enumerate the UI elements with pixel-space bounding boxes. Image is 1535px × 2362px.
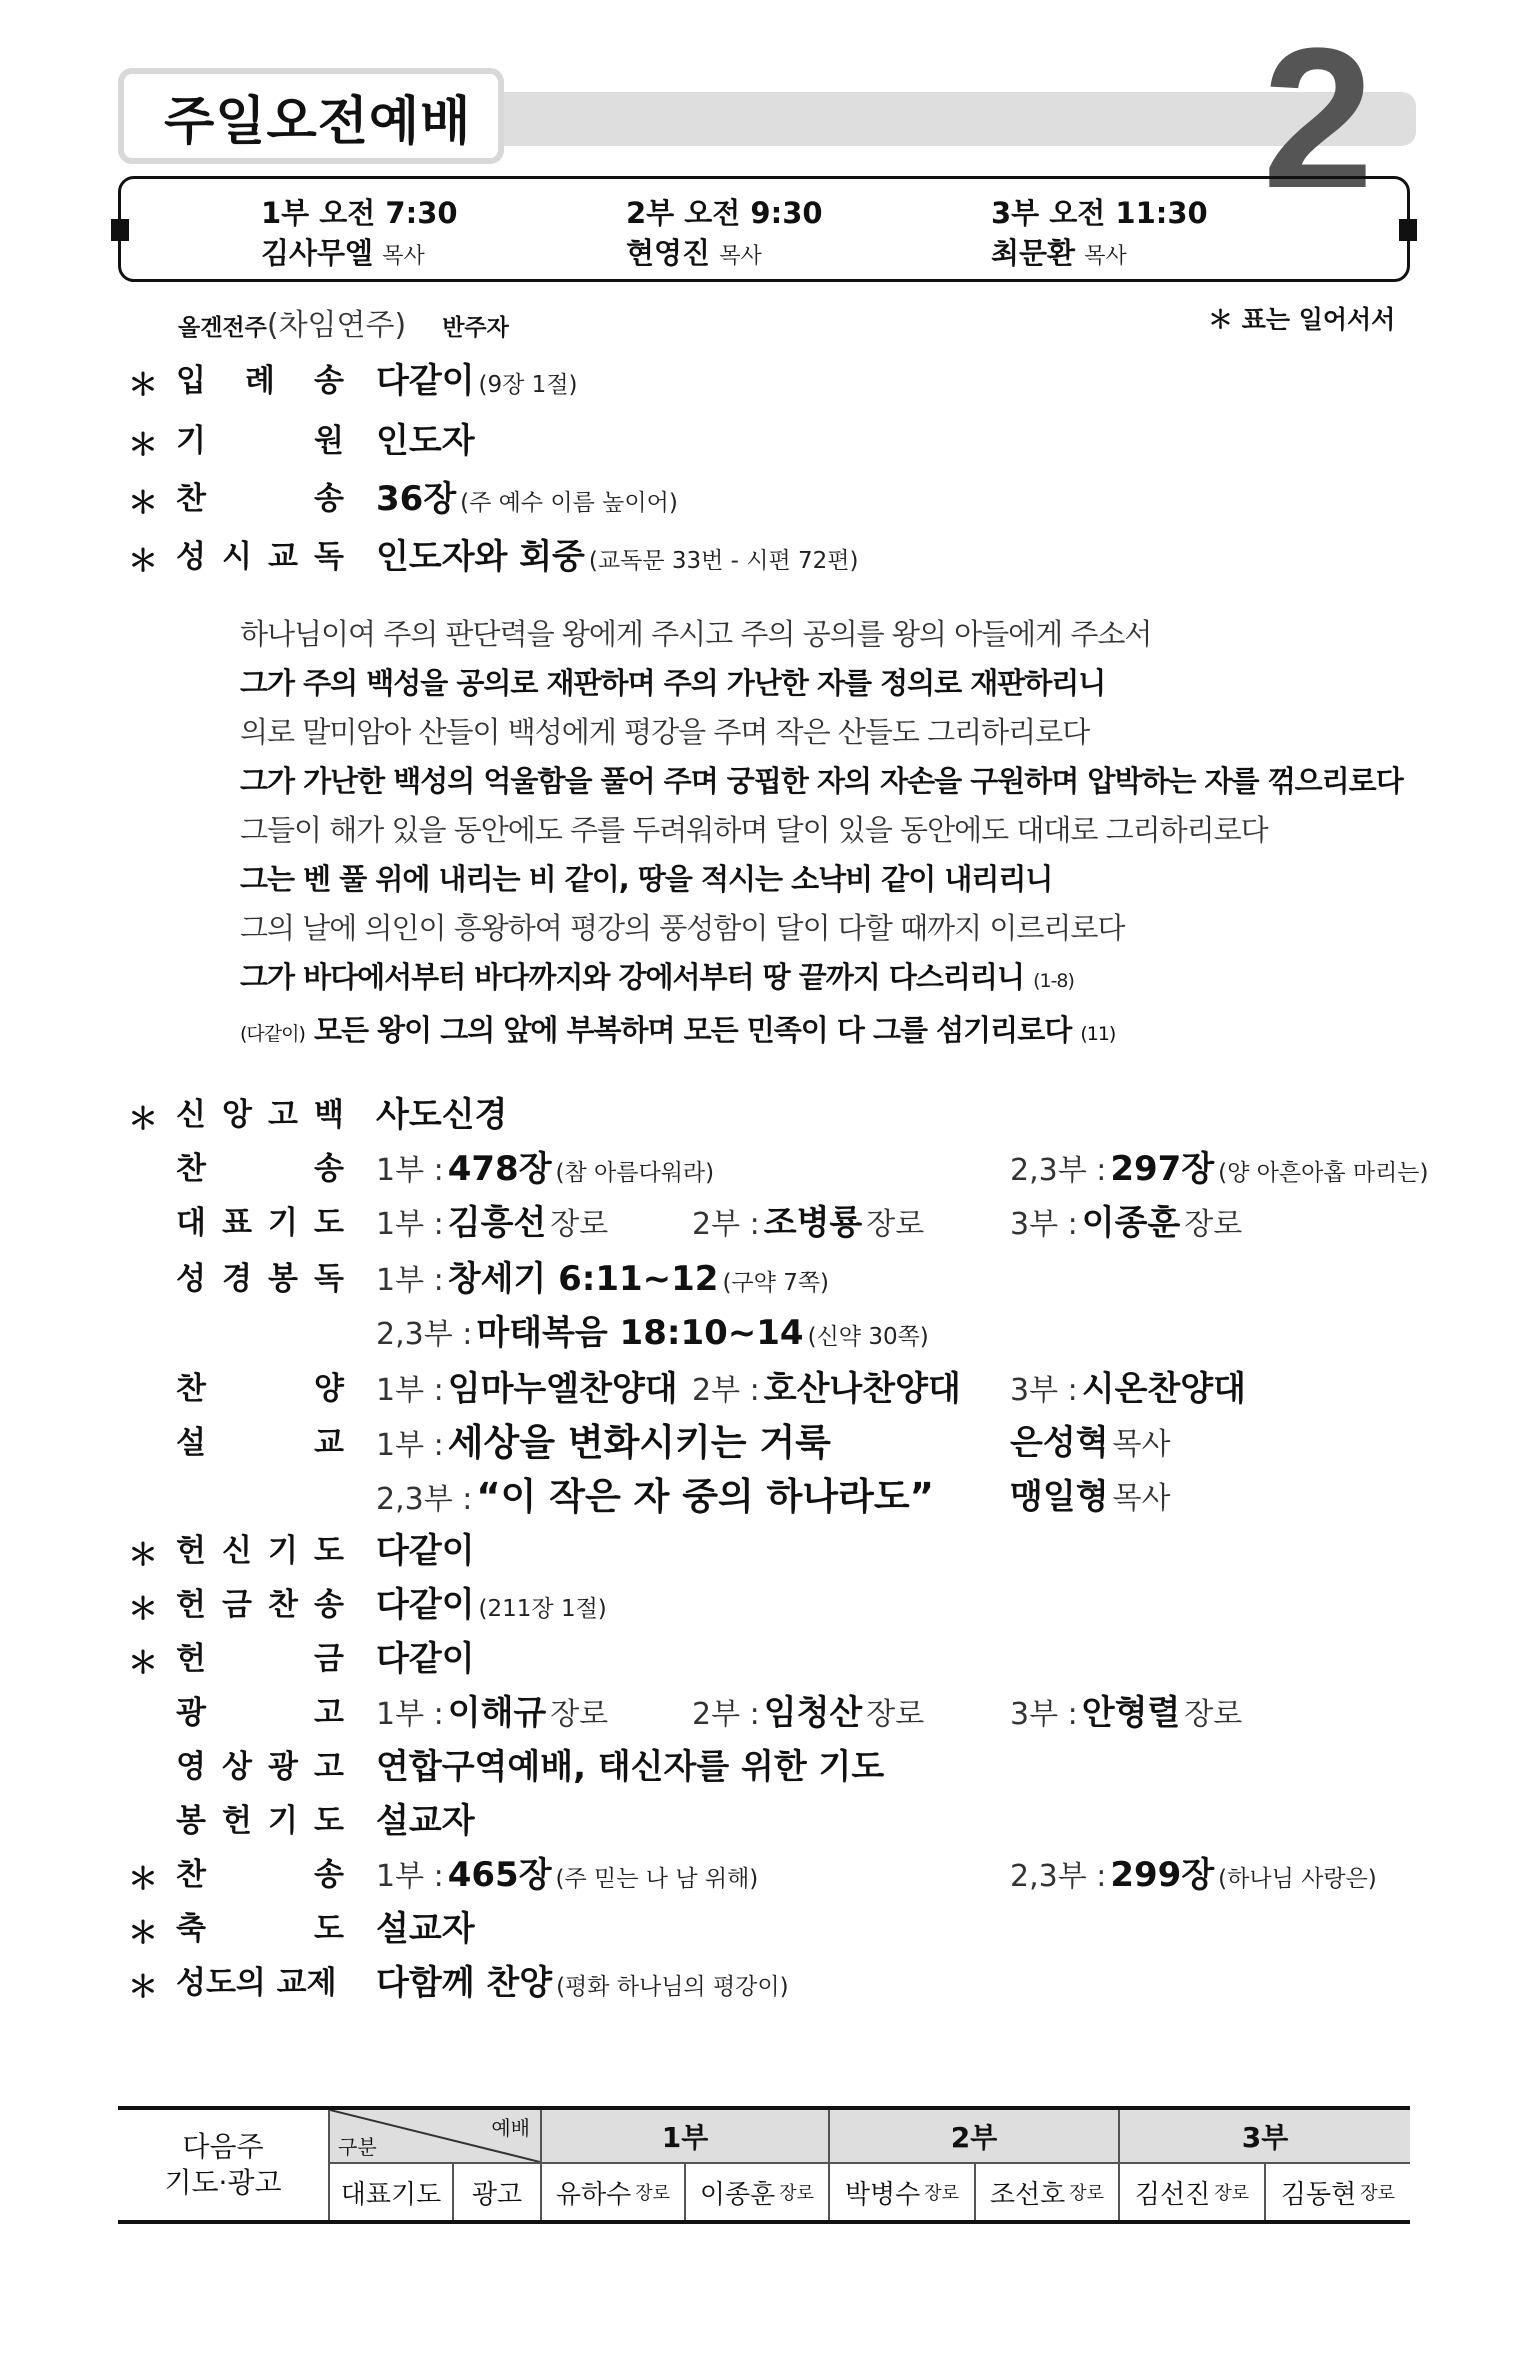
order-row-representative-prayer [130, 1194, 1410, 1244]
group-header-1: 1부 [542, 2110, 828, 2162]
next-week-title: 다음주 기도·광고 [164, 2130, 282, 2199]
pastor-name: 김사무엘 [261, 236, 374, 270]
organ-note: (차임연주) [266, 308, 407, 343]
order-label: 성도의 교제 [176, 1964, 337, 2001]
order-label: 광 고 [176, 1694, 344, 1731]
scripture-final-line: (다같이) 모든 왕이 그의 앞에 부복하며 모든 민족이 다 그를 섬기리로다 (11) [240, 1013, 1116, 1047]
name-cell: 이종훈 장로 [699, 2179, 815, 2210]
title-tab [118, 68, 504, 164]
order-content-2: 2부 : 호산나찬양대 [692, 1368, 961, 1409]
order-content: 다같이 (9장 1절) [376, 360, 578, 401]
service-3 [991, 193, 1208, 277]
order-content-3: 3부 : 안형렬 장로 [1010, 1692, 1243, 1733]
standing-marker: ＊ [128, 544, 158, 579]
order-content: 다함께 찬양 (평화 하나님의 평강이) [376, 1962, 789, 2003]
order-content: 연합구역예배, 태신자를 위한 기도 [376, 1746, 885, 1787]
box-marker-right [1399, 219, 1417, 241]
order-content: 1부 : 465장 (주 믿는 나 남 위해) [376, 1854, 759, 1895]
standing-marker: ＊ [128, 1646, 158, 1681]
name-cell: 김선진 장로 [1134, 2179, 1250, 2210]
order-content: 36장 (주 예수 이름 높이어) [376, 478, 678, 519]
order-content-2: 2부 : 임청산 장로 [692, 1692, 925, 1733]
organ-label: 올겐전주 [178, 315, 267, 341]
order-label: 신 앙 고 백 [176, 1096, 344, 1133]
service-2 [626, 193, 823, 277]
order-content: 1부 : 세상을 변화시키는 거룩 [376, 1421, 831, 1464]
diagonal-header: 예배 구분 [330, 2110, 540, 2162]
scripture-line: 그가 주의 백성을 공의로 재판하며 주의 가난한 자를 정의로 재판하리니 [240, 666, 1106, 700]
order-content: 1부 : 478장 (참 아름다워라) [376, 1148, 715, 1189]
order-content-3: 3부 : 이종훈 장로 [1010, 1202, 1243, 1243]
order-content: 설교자 [376, 1800, 475, 1841]
standing-marker: ＊ [128, 1592, 158, 1627]
order-content: 2,3부 : “이 작은 자 중의 하나라도” [376, 1475, 934, 1518]
order-content: 1부 : 창세기 6:11~12 (구약 7쪽) [376, 1258, 830, 1299]
order-label: 헌 금 찬 송 [176, 1586, 344, 1623]
order-row-choir [130, 1360, 1410, 1410]
preacher: 은성혁 목사 [1010, 1422, 1171, 1463]
standing-marker: ＊ [128, 1862, 158, 1897]
order-label: 찬 송 [176, 1150, 344, 1187]
order-content-3: 2,3부 : 299장 (하나님 사랑은) [1010, 1854, 1377, 1895]
standing-marker: ＊ [128, 428, 158, 463]
order-label: 헌 신 기 도 [176, 1532, 344, 1569]
order-content: 인도자와 회중 (교독문 33번 - 시편 72편) [376, 536, 859, 577]
scripture-line: 하나님이여 주의 판단력을 왕에게 주시고 주의 공의를 왕의 아들에게 주소서 [240, 617, 1152, 651]
name-cell: 유하수 장로 [555, 2179, 671, 2210]
service-time: 3부 오전 11:30 [991, 196, 1208, 230]
order-row-sermon-2 [130, 1468, 1410, 1518]
order-label: 영 상 광 고 [176, 1748, 344, 1785]
order-content: 1부 : 임마누엘찬양대 [376, 1368, 678, 1409]
order-content-3: 2,3부 : 297장 (양 아흔아홉 마리는) [1010, 1148, 1429, 1189]
standing-marker: ＊ [128, 1538, 158, 1573]
service-time: 1부 오전 7:30 [261, 196, 458, 230]
col-notice-label: 광고 [471, 2179, 523, 2210]
order-content: 설교자 [376, 1908, 475, 1949]
order-content: 인도자 [376, 420, 475, 461]
order-label: 축 도 [176, 1910, 344, 1947]
order-label: 찬 양 [176, 1370, 344, 1407]
order-content: 다같이 (211장 1절) [376, 1584, 607, 1625]
service-1 [261, 193, 458, 277]
order-label: 봉 헌 기 도 [176, 1802, 344, 1839]
standing-marker: ＊ [128, 1916, 158, 1951]
order-content: 다같이 [376, 1530, 475, 1571]
standing-marker: ＊ [128, 486, 158, 521]
order-content: 다같이 [376, 1638, 475, 1679]
order-label: 기 원 [176, 422, 344, 459]
group-header-2: 2부 [830, 2110, 1118, 2162]
box-marker-left [111, 219, 129, 241]
order-row-hymn-2 [130, 1846, 1410, 1896]
order-content: 1부 : 김흥선 장로 [376, 1202, 609, 1243]
page-title: 주일오전예배 [164, 91, 472, 152]
name-cell: 김동현 장로 [1280, 2179, 1396, 2210]
scripture-line: 그의 날에 의인이 흥왕하여 평강의 풍성함이 달이 다할 때까지 이르리로다 [240, 911, 1125, 945]
scripture-line: 그는 벤 풀 위에 내리는 비 같이, 땅을 적시는 소낙비 같이 내리리니 [240, 862, 1053, 896]
pastor-title: 목사 [382, 244, 425, 269]
pastor-title: 목사 [719, 244, 762, 269]
order-row-hymn-1 [130, 1140, 1429, 1190]
order-row-announcements [130, 1684, 1410, 1734]
scripture-line: 그가 바다에서부터 바다까지와 강에서부터 땅 끝까지 다스리리니 (1-8) [240, 960, 1074, 994]
order-label: 설 교 [176, 1424, 344, 1461]
group-header-3: 3부 [1120, 2110, 1410, 2162]
name-cell: 박병수 장로 [844, 2179, 960, 2210]
order-row-sermon [130, 1414, 1410, 1464]
order-label: 입 례 송 [176, 362, 344, 399]
order-label: 찬 송 [176, 480, 344, 517]
service-time: 2부 오전 9:30 [626, 196, 823, 230]
accompanist-label: 반주자 [442, 315, 509, 341]
order-content: 2,3부 : 마태복음 18:10~14 (신약 30쪽) [376, 1312, 929, 1353]
order-label: 성 경 봉 독 [176, 1260, 344, 1297]
responsive-reading-text [240, 610, 1403, 1059]
scripture-line: 의로 말미암아 산들이 백성에게 평강을 주며 작은 산들도 그리하리로다 [240, 715, 1090, 749]
standing-marker: ＊ [128, 1102, 158, 1137]
organ-prelude [178, 300, 509, 344]
preacher: 맹일형 목사 [1010, 1476, 1171, 1517]
order-label: 헌 금 [176, 1640, 344, 1677]
pastor-name: 현영진 [626, 236, 711, 270]
standing-marker: ＊ [128, 1970, 158, 2005]
col-prayer-label: 대표기도 [340, 2179, 442, 2210]
order-content-2: 2부 : 조병룡 장로 [692, 1202, 925, 1243]
order-label: 성 시 교 독 [176, 538, 344, 575]
order-label: 찬 송 [176, 1856, 344, 1893]
service-times-box [118, 176, 1410, 282]
order-content: 사도신경 [376, 1094, 508, 1135]
order-content-3: 3부 : 시온찬양대 [1010, 1368, 1246, 1409]
standing-marker: ＊ [128, 368, 158, 403]
order-label: 대 표 기 도 [176, 1204, 344, 1241]
name-cell: 조선호 장로 [989, 2179, 1105, 2210]
standing-note: ＊ 표는 일어서서 [1208, 305, 1396, 334]
scripture-line: 그들이 해가 있을 동안에도 주를 두려워하며 달이 있을 동안에도 대대로 그리하리로다 [240, 813, 1268, 847]
page-number: 2 [1262, 7, 1374, 230]
order-content: 1부 : 이해규 장로 [376, 1692, 609, 1733]
next-week-table [118, 2106, 1410, 2224]
pastor-title: 목사 [1084, 244, 1127, 269]
scripture-line: 그가 가난한 백성의 억울함을 풀어 주며 궁핍한 자의 자손을 구원하며 압박하는 자를 꺾으리로다 [240, 764, 1403, 798]
pastor-name: 최문환 [991, 236, 1076, 270]
